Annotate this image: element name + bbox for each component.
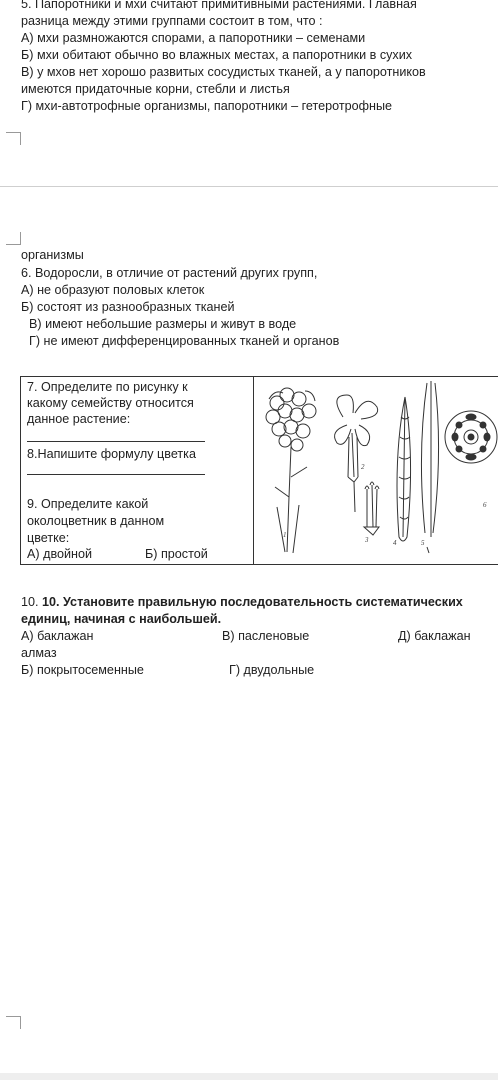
q9-option-b: Б) простой [145, 547, 208, 561]
q10-option-g: Г) двудольные [229, 663, 315, 677]
q10-number: 10. [21, 595, 43, 609]
siliqua-drawing [397, 397, 411, 541]
plant-drawing [255, 377, 498, 564]
q5-option-g: Г) мхи-автотрофные организмы, папоротники – гетеротрофные [21, 99, 393, 113]
q5-option-a: А) мхи размножаются спорами, а папоротники – семенами [21, 31, 366, 45]
q5-option-b: Б) мхи обитают обычно во влажных местах, а папоротники в сухих [21, 48, 413, 62]
page-corner-mark [6, 232, 21, 245]
q6-option-g: Г) не имеют дифференцированных тканей и органов [29, 334, 340, 348]
q10-title-line-1 [21, 594, 463, 611]
q10-option-b: Б) покрытосеменные [21, 663, 144, 677]
plant-illustration [255, 377, 498, 564]
figure-label-6: 6 [483, 501, 487, 509]
q7-answer-line [27, 441, 205, 442]
q8-question: 8.Напишите формулу цветка [27, 447, 196, 461]
q10-option-d: Д) баклажан [398, 629, 471, 643]
table-text-cell [21, 377, 254, 564]
q10-option-v: В) пасленовые [222, 629, 310, 643]
q5-option-v: В) у мхов нет хорошо развитых сосудистых тканей, а у папоротников [21, 65, 426, 79]
page-bottom-strip [0, 1073, 498, 1080]
q9-line-1: 9. Определите какой [27, 497, 149, 511]
q5-option-v-cont: имеются придаточные корни, стебли и листья [21, 82, 290, 96]
q10-option-a: А) баклажан [21, 629, 94, 643]
q10-title-text: 10. Установите правильную последовательность систематических [42, 595, 463, 609]
page-break-divider [0, 186, 498, 187]
stamens-drawing [364, 482, 379, 535]
figure-label-3: 3 [365, 536, 369, 544]
flower-drawing [335, 395, 378, 512]
q7-line-2: какому семейству относится [27, 396, 194, 410]
q9-line-3: цветке: [27, 531, 70, 545]
questions-table [20, 376, 498, 565]
q6-option-v: В) имеют небольшие размеры и живут в воде [29, 317, 297, 331]
figure-label-1: 1 [283, 531, 287, 539]
q10-option-a-cont: алмаз [21, 646, 57, 660]
q9-option-a: А) двойной [27, 547, 93, 561]
q6-option-b: Б) состоят из разнообразных тканей [21, 300, 235, 314]
figure-label-2: 2 [361, 463, 365, 471]
floral-diagram-drawing [445, 411, 497, 463]
q6-question: 6. Водоросли, в отличие от растений других групп, [21, 266, 318, 280]
q5-line-1: 5. Папоротники и мхи считают примитивными растениями. Главная [21, 0, 417, 11]
q9-line-2: околоцветник в данном [27, 514, 165, 528]
figure-label-5: 5 [421, 539, 425, 547]
q7-line-1: 7. Определите по рисунку к [27, 380, 188, 394]
raceme-drawing [266, 388, 316, 553]
page-corner-mark [6, 1016, 21, 1029]
q5-continuation: организмы [21, 248, 84, 262]
q8-answer-line [27, 474, 205, 475]
q5-line-2: разница между этими группами состоит в том, что : [21, 14, 323, 28]
page-corner-mark [6, 132, 21, 145]
q6-option-a: А) не образуют половых клеток [21, 283, 205, 297]
pod-drawing [421, 381, 438, 553]
q10-title-line-2: единиц, начиная с наибольшей. [21, 612, 222, 626]
figure-label-4: 4 [393, 539, 397, 547]
q7-line-3: данное растение: [27, 412, 131, 426]
